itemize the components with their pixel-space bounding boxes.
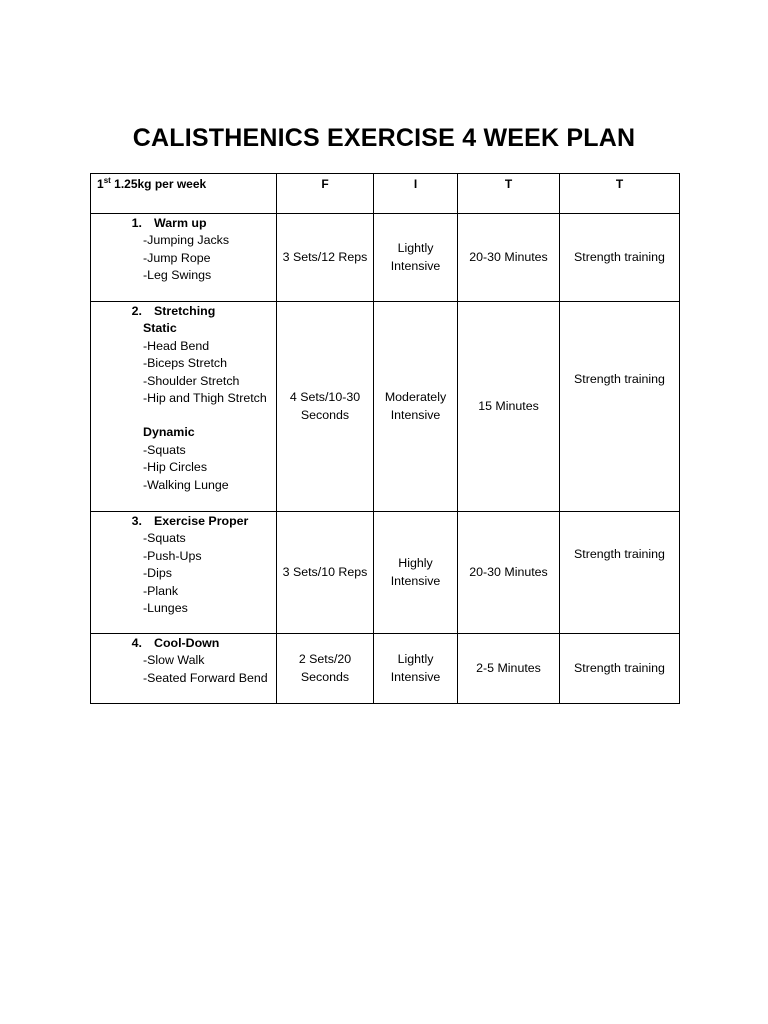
table-row xyxy=(91,512,680,634)
table-row xyxy=(91,302,680,512)
stage-cell-stretching xyxy=(91,302,277,512)
header-intensity: I xyxy=(374,174,458,214)
list-item: -Squats xyxy=(143,531,186,546)
subsection-label: Dynamic xyxy=(143,425,195,440)
time-cell: 20-30 Minutes xyxy=(458,512,560,634)
type-cell: Strength training xyxy=(560,634,680,704)
time-cell: 20-30 Minutes xyxy=(458,214,560,302)
intensity-cell: Lightly Intensive xyxy=(374,634,458,704)
header-type: T xyxy=(560,174,680,214)
list-item: -Dips xyxy=(143,566,172,581)
stage-number: 3. xyxy=(131,514,142,528)
list-item: -Push-Ups xyxy=(143,548,202,563)
stage-name: Stretching xyxy=(154,304,216,318)
list-item: -Biceps Stretch xyxy=(143,356,228,371)
stage-number: 4. xyxy=(131,636,142,650)
stage-number: 2. xyxy=(131,304,142,318)
header-time: T xyxy=(458,174,560,214)
list-item: -Jump Rope xyxy=(143,250,211,265)
ordinal-superscript: st xyxy=(103,176,111,185)
table-row xyxy=(91,634,680,704)
table-header-row xyxy=(91,174,680,214)
frequency-cell: 2 Sets/20 Seconds xyxy=(277,634,374,704)
list-item: -Squats xyxy=(143,442,186,457)
list-item: -Hip and Thigh Stretch xyxy=(143,391,267,406)
time-cell: 15 Minutes xyxy=(458,302,560,512)
list-item: -Hip Circles xyxy=(143,460,208,475)
list-item: -Shoulder Stretch xyxy=(143,373,240,388)
frequency-cell: 4 Sets/10-30 Seconds xyxy=(277,302,374,512)
list-item: -Leg Swings xyxy=(143,268,212,283)
stage-name: Exercise Proper xyxy=(154,514,249,528)
frequency-cell: 3 Sets/10 Reps xyxy=(277,512,374,634)
list-item: -Slow Walk xyxy=(143,653,205,668)
stage-name: Warm up xyxy=(154,216,207,230)
stage-name: Cool-Down xyxy=(154,636,220,650)
subsection-label: Static xyxy=(143,321,177,336)
exercise-plan-table xyxy=(90,173,680,704)
stage-cell-warm-up xyxy=(91,214,277,302)
list-item: -Head Bend xyxy=(143,338,210,353)
time-cell: 2-5 Minutes xyxy=(458,634,560,704)
list-item: -Walking Lunge xyxy=(143,477,229,492)
header-week-goal: 1st 1.25kg per week xyxy=(91,174,277,214)
stage-cell-exercise-proper xyxy=(91,512,277,634)
intensity-cell: Lightly Intensive xyxy=(374,214,458,302)
frequency-cell: 3 Sets/12 Reps xyxy=(277,214,374,302)
header-frequency: F xyxy=(277,174,374,214)
list-item: -Jumping Jacks xyxy=(143,233,230,248)
intensity-cell: Moderately Intensive xyxy=(374,302,458,512)
type-cell: Strength training xyxy=(560,512,680,634)
table-row xyxy=(91,214,680,302)
stage-cell-cool-down xyxy=(91,634,277,704)
list-item: -Plank xyxy=(143,583,179,598)
stage-number: 1. xyxy=(131,216,142,230)
type-cell: Strength training xyxy=(560,302,680,512)
page-title: CALISTHENICS EXERCISE 4 WEEK PLAN xyxy=(132,124,636,152)
list-item: -Lunges xyxy=(143,601,188,616)
intensity-cell: Highly Intensive xyxy=(374,512,458,634)
list-item: -Seated Forward Bend xyxy=(143,670,268,685)
type-cell: Strength training xyxy=(560,214,680,302)
